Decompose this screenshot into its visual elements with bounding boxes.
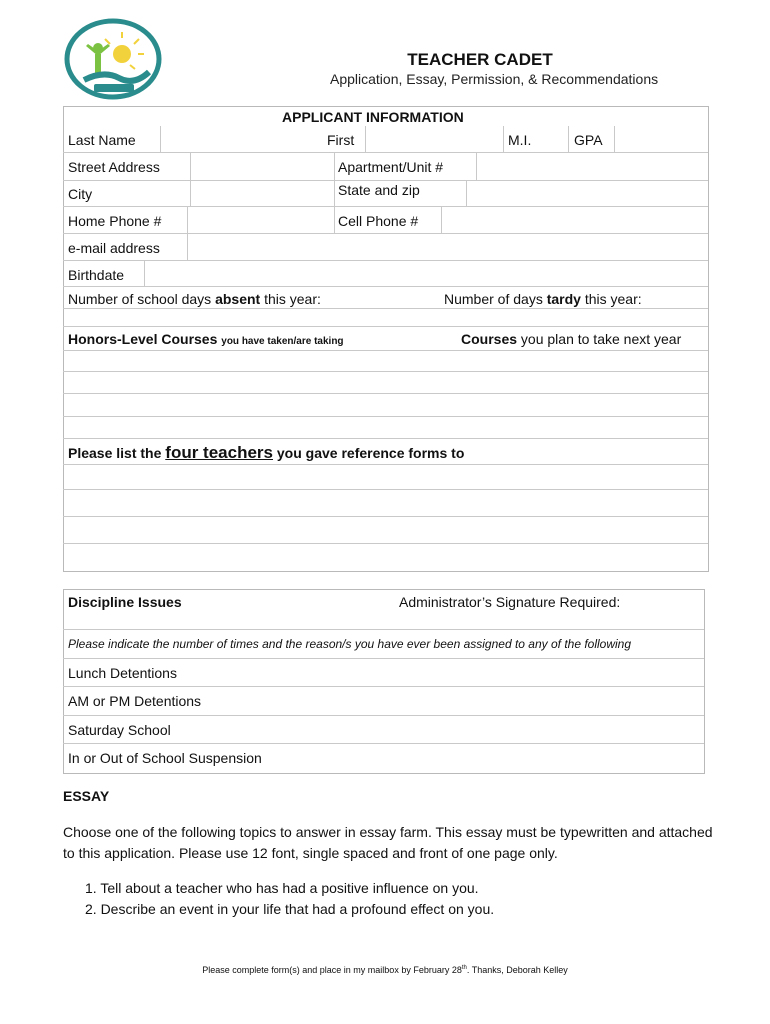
discipline-section [63, 589, 705, 774]
discipline-instruction: Please indicate the number of times and the reason/s you have ever been assigned to any of the following [68, 637, 632, 651]
essay-heading: ESSAY [63, 788, 110, 804]
course-row[interactable] [64, 394, 707, 415]
home-phone-field[interactable] [188, 207, 333, 232]
reference-teacher-row[interactable] [64, 490, 707, 515]
admin-signature-label: Administrator’s Signature Required: [399, 594, 621, 610]
first-name-label: First [327, 132, 355, 148]
reference-teachers-label: Please list the four teachers you gave reference forms to [68, 443, 465, 462]
state-zip-label: State and zip [338, 182, 420, 198]
reference-teacher-row[interactable] [64, 465, 707, 488]
birthdate-label: Birthdate [68, 267, 125, 283]
discipline-item: Lunch Detentions [68, 665, 177, 681]
home-phone-label: Home Phone # [68, 213, 162, 229]
city-label: City [68, 186, 93, 202]
apartment-label: Apartment/Unit # [338, 159, 444, 175]
footer-note: Please complete form(s) and place in my mailbox by February 28th. Thanks, Deborah Kelley [202, 965, 568, 975]
cell-phone-label: Cell Phone # [338, 213, 419, 229]
page-title: TEACHER CADET [407, 50, 553, 69]
state-zip-field[interactable] [467, 181, 705, 205]
essay-topic: 2. Describe an event in your life that had a profound effect on you. [85, 901, 495, 917]
honors-courses-label: Honors-Level Courses you have taken/are taking [68, 331, 344, 347]
course-row[interactable] [64, 372, 707, 392]
gpa-field[interactable] [615, 127, 705, 151]
middle-initial-label: M.I. [508, 132, 532, 148]
essay-topic-list [85, 878, 494, 920]
email-field[interactable] [188, 234, 705, 259]
discipline-heading: Discipline Issues [68, 594, 182, 610]
next-year-courses-label: Courses you plan to take next year [461, 331, 682, 347]
first-name-field[interactable] [366, 127, 502, 151]
street-address-label: Street Address [68, 159, 160, 175]
cell-phone-field[interactable] [442, 207, 705, 232]
last-name-label: Last Name [68, 132, 136, 148]
discipline-item: In or Out of School Suspension [68, 750, 262, 766]
essay-topic: 1. Tell about a teacher who has had a positive influence on you. [85, 880, 479, 896]
discipline-item: Saturday School [68, 722, 171, 738]
applicant-info-heading: APPLICANT INFORMATION [282, 109, 464, 125]
page-subtitle: Application, Essay, Permission, & Recommendations [330, 71, 659, 87]
email-label: e-mail address [68, 240, 160, 256]
days-tardy-label: Number of days tardy this year: [444, 291, 642, 307]
gpa-label: GPA [574, 132, 603, 148]
last-name-field[interactable] [161, 127, 325, 151]
birthdate-field[interactable] [145, 261, 705, 285]
reference-teacher-row[interactable] [64, 544, 707, 569]
course-row[interactable] [64, 417, 707, 437]
discipline-item: AM or PM Detentions [68, 693, 202, 709]
apartment-field[interactable] [477, 153, 705, 179]
reference-teacher-row[interactable] [64, 517, 707, 542]
course-row[interactable] [64, 351, 707, 370]
city-field[interactable] [191, 181, 333, 205]
street-address-field[interactable] [191, 153, 333, 179]
essay-instructions: Choose one of the following topics to answer in essay farm. This essay must be typewritten and attached to this application. Please use 12 font, single spaced and front of one page only. [63, 824, 713, 861]
days-absent-label: Number of school days absent this year: [68, 291, 321, 307]
